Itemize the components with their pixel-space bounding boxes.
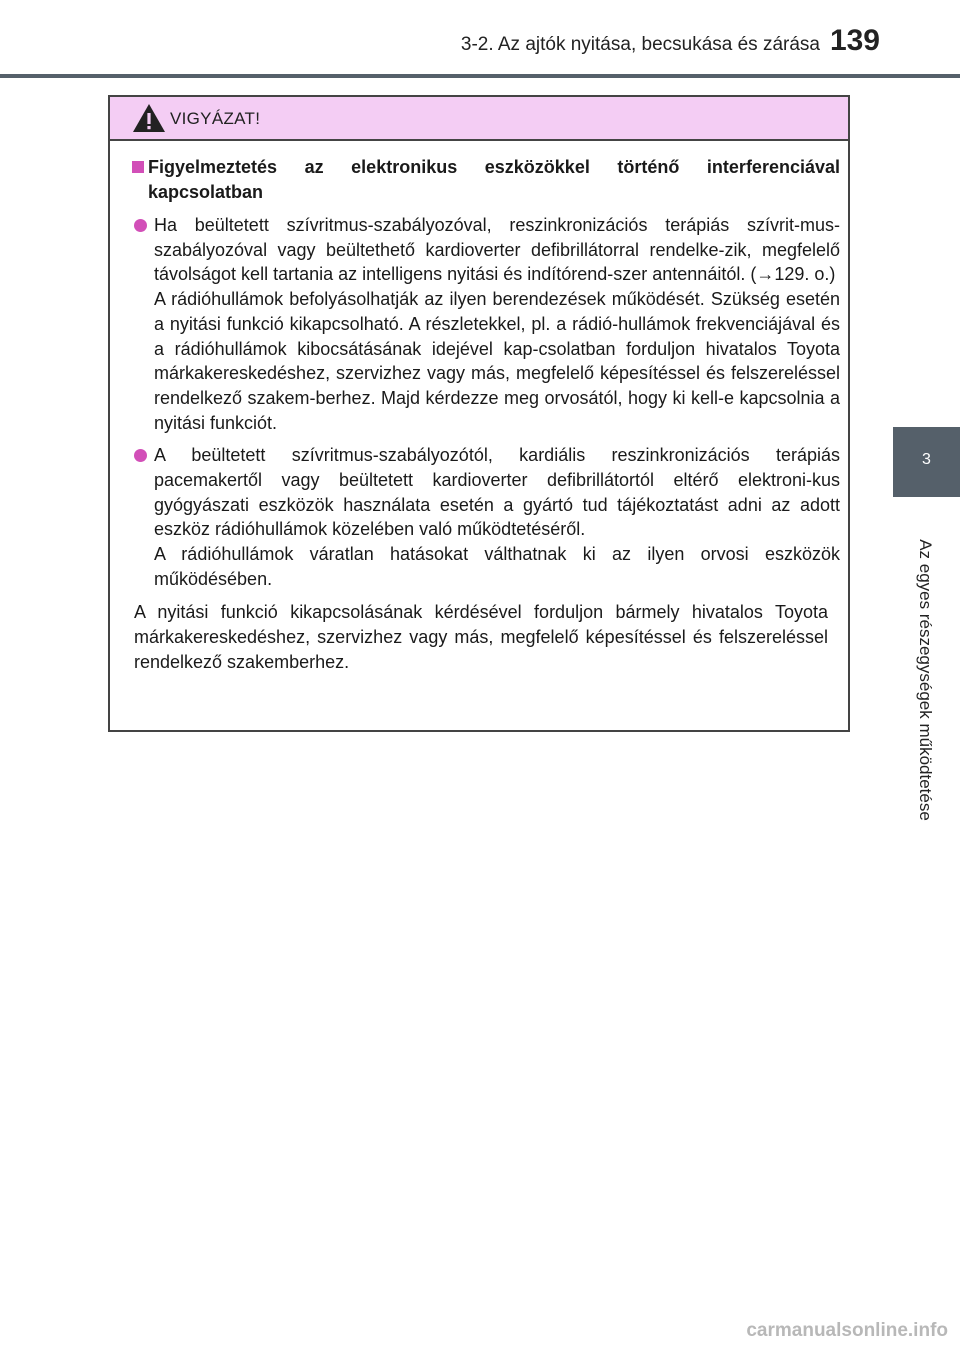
chapter-number: 3: [922, 451, 931, 468]
section-title: 3-2. Az ajtók nyitása, becsukása és zárása: [460, 34, 820, 55]
bullet-dot-icon: [134, 449, 147, 462]
square-bullet-icon: [132, 161, 144, 173]
page-number: 139: [829, 24, 880, 57]
warning-box: [108, 95, 850, 732]
warning-header: [110, 97, 848, 141]
page-header: [0, 0, 960, 80]
closing-text: A nyitási funkció kikapcsolásának kérdésével forduljon bármely hivatalos Toyota márkakereskedéshez, szervizhez vagy más, megfelelő képesítéssel és felszereléssel rendelkező szakemberhez.: [134, 601, 828, 672]
watermark: carmanualsonline.info: [746, 1320, 948, 1341]
closing-paragraph: [128, 600, 840, 675]
chapter-tab: [893, 427, 960, 497]
bullet-dot-icon: [134, 219, 147, 232]
warning-subhead: [128, 155, 840, 205]
warning-body: [110, 141, 848, 675]
warning-title: VIGYÁZAT!: [170, 109, 261, 128]
bullet-paragraph: A rádióhullámok váratlan hatásokat válthatnak ki az ilyen orvosi eszközök működésében.: [154, 544, 840, 589]
chapter-title: Az egyes részegységek működtetése: [916, 539, 935, 821]
list-item: [128, 213, 840, 435]
warning-subhead-text: Figyelmeztetés az elektronikus eszközökkel történő interferenciával kapcsolatban: [148, 157, 840, 202]
bullet-paragraph: Ha beültetett szívritmus-szabályozóval, reszinkronizációs terápiás szívrit-mus-szabályozóval vagy beültethető kardioverter defibrillátorral rendelke-zik, megfelelő távolságot kell tartania az intelligens nyitási és indítórend-szer antennáitól. (→129. o.): [154, 215, 840, 285]
header-rule: [0, 74, 960, 78]
bullet-paragraph: A beültetett szívritmus-szabályozótól, kardiális reszinkronizációs terápiás pacemakertől vagy beültetett kardioverter defibrillátortól eltérő elektroni-kus gyógyászati eszközök használata esetén a gyártó tud tájékoztatást adni az adott eszköz rádióhullámok közelében való működtetéséről.: [154, 445, 840, 540]
list-item: [128, 443, 840, 591]
warning-triangle-icon: [132, 103, 166, 133]
bullet-paragraph: A rádióhullámok befolyásolhatják az ilyen berendezések működését. Szükség esetén a nyitási funkció kikapcsolható. A részletekkel, pl. a rádió-hullámok frekvenciájával és a rádióhullámok kibocsátásának idejével kap-csolatban forduljon hivatalos Toyota márkakereskedéshez, szervizhez vagy más, megfelelő képesítéssel és felszereléssel rendelkező szakem-berhez. Majd kérdezze meg orvosától, hogy ki kell-e kapcsolnia a nyitási funkciót.: [154, 289, 840, 433]
